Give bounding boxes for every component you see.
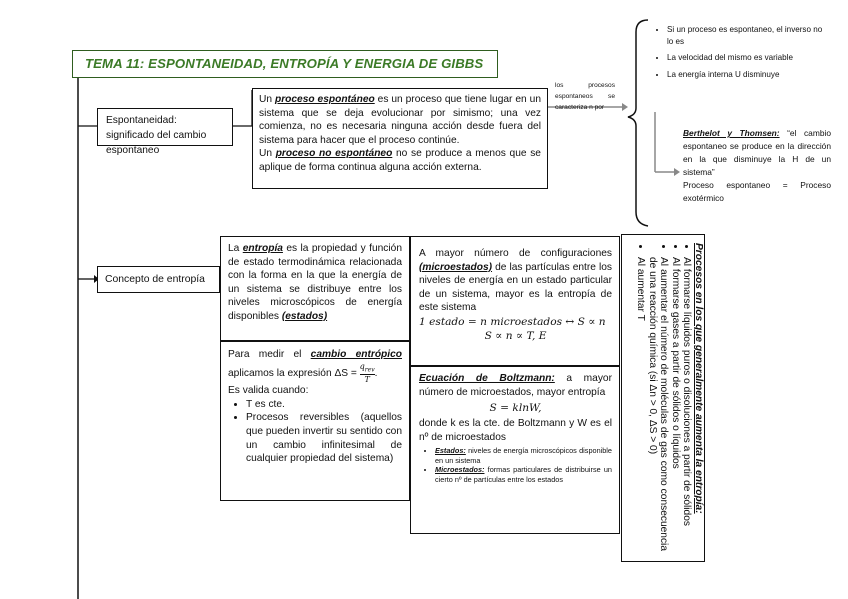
arrow-label: los procesos espontaneos se caracteriza n por	[555, 82, 615, 111]
config-text: A mayor número de configuraciones	[419, 248, 612, 259]
config-eq2: S ∝ n ∝ T, E	[484, 329, 547, 342]
berthelot-conclusion: Proceso espontaneo = Proceso exotérmico	[683, 180, 831, 203]
term-estados: (estados)	[281, 310, 328, 322]
procesos-item: • Al aumentar el número de moléculas de gas como consecuencia de una reacción química (si Δn > 0, ΔS > 0)	[646, 257, 669, 551]
boltzmann-box	[410, 366, 620, 534]
term-boltzmann: Ecuación de Boltzmann:	[419, 373, 555, 384]
term-proceso-no-espontaneo: proceso no espontáneo	[275, 148, 393, 160]
boltz-text: a mayor número de microestados, mayor entropía	[419, 373, 612, 398]
def-text: es la propiedad y función de estado termodinámica relacionada con la forma en la que la energía de un sistema se distribuye entre los niveles microscópicos de energía disponibles	[228, 243, 402, 322]
def-text: Un	[259, 94, 275, 105]
def-text: Un	[259, 148, 276, 160]
berthelot-term: Berthelot y Thomsen:	[683, 128, 780, 138]
procesos-rotated	[626, 239, 706, 555]
bullet-item: • La velocidad del mismo es variable	[667, 52, 830, 64]
boltz-item-text: formas particulares de distribuirse un cierto nº de partículas entre los estados	[435, 465, 612, 484]
term-microestados: (microestados)	[419, 261, 493, 273]
boltz-eq: S = klnW,	[489, 402, 542, 415]
boltz-item	[435, 465, 612, 484]
procesos-item: • Al formarse líquidos puros o disoluciones a partir de sólidos	[681, 257, 693, 551]
espontaneidad-bullets	[650, 24, 830, 81]
boltz-item	[435, 446, 612, 465]
fraction-denominator: T	[364, 375, 370, 385]
espontaneidad-label	[97, 108, 233, 156]
entropia-label	[97, 266, 220, 293]
valida-item: • T es cte.	[246, 398, 402, 412]
procesos-item: • Al aumentar T	[634, 257, 646, 551]
procesos-title: Procesos en los que generalmente aumenta la entropía:	[693, 243, 704, 514]
config-eq1: 1 estado = n microestados ↔ S ∝ n	[419, 315, 606, 328]
configuraciones-box	[410, 236, 620, 366]
term-entropia: entropía	[242, 243, 283, 254]
espontaneidad-label-text: Espontaneidad: significado del cambio espontaneo	[106, 115, 207, 156]
term-microestados-b: Microestados:	[435, 465, 485, 475]
rev: rev	[364, 366, 375, 374]
bullet-item: • Si un proceso es espontaneo, el inverso no lo es	[667, 24, 830, 48]
cambio-entropico: Para medir el cambio entrópico aplicamos la expresión ΔS = $q_{rev}$ T . Es valida cuando: • T es cte. • Procesos reversibles (aquellos que pueden invertir su sentido con un cambio infinitesimal de cualquier propiedad del sistema)	[220, 341, 410, 501]
cambio-text: aplicamos la expresión ΔS =	[228, 367, 360, 379]
fraction-numerator	[360, 362, 375, 376]
valida-text: Es valida cuando:	[228, 385, 309, 397]
page-title: TEMA 11: ESPONTANEIDAD, ENTROPÍA Y ENERGIA DE GIBBS	[72, 50, 498, 78]
berthelot-note	[683, 127, 831, 205]
def-text: es un proceso que tiene lugar en un sistema que se deja evolucionar por simismo; una vez comienza, no es necesaria ninguna acción desde fuera del sistema para hacer que el proceso continúe.	[259, 94, 541, 146]
term-cambio-entropico: cambio entrópico	[310, 349, 402, 360]
valida-item: • Procesos reversibles (aquellos que pueden invertir su sentido con un cambio infinitesimal de cualquier propiedad del sistema)	[246, 411, 402, 465]
cambio-text: Para medir el	[228, 349, 311, 360]
entropia-label-text: Concepto de entropía	[105, 274, 205, 285]
term-estados-b: Estados:	[435, 446, 466, 456]
procesos-item: • Al formarse gases a partir de sólidos o líquidos	[669, 257, 681, 551]
bullet-item: • La energía interna U disminuye	[667, 69, 830, 81]
fraction	[360, 362, 375, 385]
q: q	[359, 361, 365, 371]
def-text: La	[228, 243, 243, 254]
berthelot-text: “el cambio espontaneo se produce en la dirección en la que disminuye la H de un sistema”	[683, 128, 831, 177]
boltz-desc: donde k es la cte. de Boltzmann y W es el nº de microestados	[419, 418, 612, 443]
boltz-item-text: niveles de energía microscópicos disponible en un sistema	[435, 446, 612, 465]
def-text: no se produce a menos que se aplique de forma continua alguna acción externa.	[259, 148, 541, 173]
espontaneidad-definition	[252, 88, 548, 189]
config-text: de las partículas entre los niveles de energía en un estado particular de un sistema, mayor es la entropía de este sistema	[419, 261, 612, 314]
procesos-box	[621, 234, 705, 562]
term-proceso-espontaneo: proceso espontáneo	[274, 94, 375, 105]
entropia-definition	[220, 236, 410, 341]
